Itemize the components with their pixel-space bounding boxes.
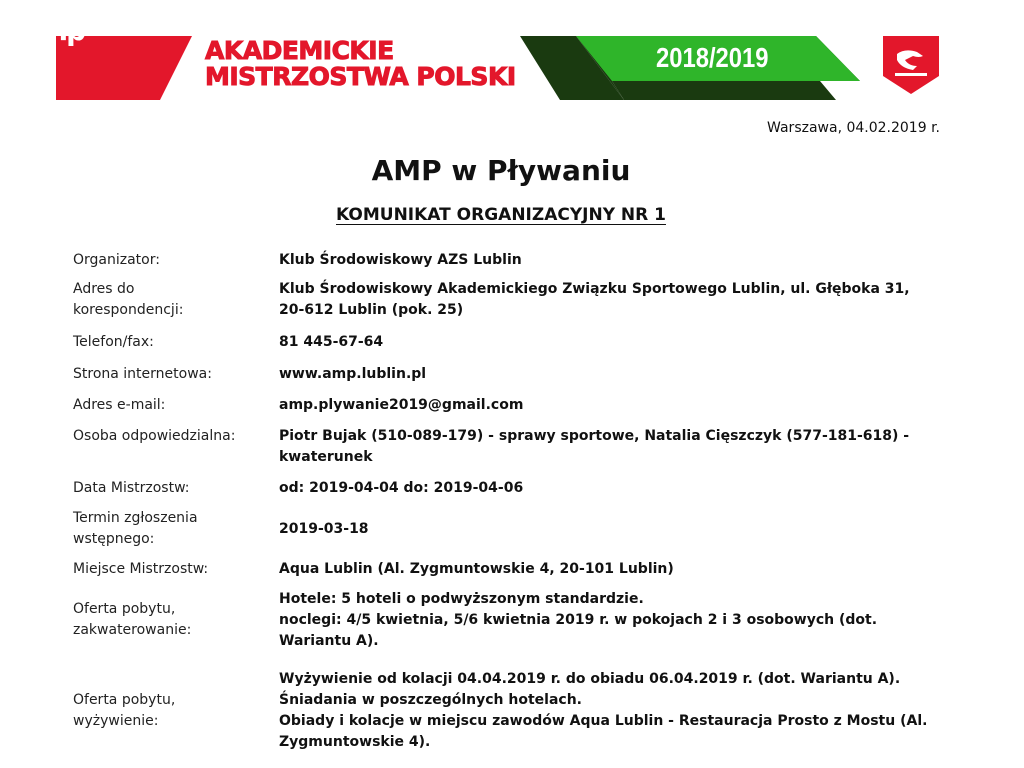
row-accommodation xyxy=(73,584,933,656)
row-value: Klub Środowiskowy AZS Lublin xyxy=(279,251,522,268)
row-responsible-person xyxy=(73,420,933,472)
swimmer-shield-icon xyxy=(883,36,939,94)
row-registration-deadline xyxy=(73,504,933,554)
amp-logo: amp xyxy=(22,14,85,47)
row-venue xyxy=(73,554,933,584)
header-banner xyxy=(0,0,1024,110)
row-value: Piotr Bujak (510-089-179) - sprawy sportowe, Natalia Cięszczyk (577-181-618) - kwaterunek xyxy=(279,428,910,465)
row-label: Strona internetowa: xyxy=(73,365,212,382)
row-label: Data Mistrzostw: xyxy=(73,479,190,496)
row-organizer xyxy=(73,246,933,274)
row-championship-dates xyxy=(73,472,933,504)
row-value: Wyżywienie od kolacji 04.04.2019 r. do obiadu 06.04.2019 r. (dot. Wariantu A). Śniadania w poszczególnych hotelach. Obiady i kolacje w miejscu zawodów Aqua Lublin - Restauracja Prosto z Mostu (Al. Zygmuntowskie 4). xyxy=(279,671,928,750)
info-table xyxy=(73,246,933,766)
row-value[interactable] xyxy=(279,364,933,385)
email-link: amp.plywanie2019@gmail.com xyxy=(279,396,524,413)
row-label: Adres do korespondencji: xyxy=(73,281,184,318)
row-phone xyxy=(73,326,933,358)
place-date: Warszawa, 04.02.2019 r. xyxy=(767,120,940,136)
website-link: www.amp.lublin.pl xyxy=(279,365,427,382)
season-label: 2018/2019 xyxy=(656,42,769,73)
row-value: Hotele: 5 hoteli o podwyższonym standardzie. noclegi: 4/5 kwietnia, 5/6 kwietnia 2019 r. w pokojach 2 i 3 osobowych (dot. Wariantu A). xyxy=(279,590,878,649)
row-correspondence-address xyxy=(73,274,933,326)
row-label: Oferta pobytu, wyżywienie: xyxy=(73,692,176,729)
row-label: Termin zgłoszenia wstępnego: xyxy=(73,510,198,547)
row-label: Miejsce Mistrzostw: xyxy=(73,560,209,577)
row-value: 2019-03-18 xyxy=(279,520,369,537)
row-label: Organizator: xyxy=(73,251,160,268)
row-label: Telefon/fax: xyxy=(73,333,154,350)
row-value[interactable] xyxy=(279,395,933,416)
row-label: Osoba odpowiedzialna: xyxy=(73,428,236,444)
row-label: Adres e-mail: xyxy=(73,396,166,413)
page-title: AMP w Pływaniu xyxy=(371,154,631,187)
event-series-title xyxy=(205,38,516,90)
row-value: od: 2019-04-04 do: 2019-04-06 xyxy=(279,479,524,496)
row-label: Oferta pobytu, zakwaterowanie: xyxy=(73,601,192,638)
row-catering xyxy=(73,656,933,766)
row-website xyxy=(73,358,933,390)
row-value: Aqua Lublin (Al. Zygmuntowskie 4, 20-101 Lublin) xyxy=(279,560,674,577)
row-email xyxy=(73,390,933,420)
document-subtitle: KOMUNIKAT ORGANIZACYJNY NR 1 xyxy=(336,205,666,225)
row-value: Klub Środowiskowy Akademickiego Związku Sportowego Lublin, ul. Głęboka 31, 20-612 Lublin (pok. 25) xyxy=(279,281,910,318)
event-series-line1: AKADEMICKIE xyxy=(205,36,394,65)
row-value: 81 445-67-64 xyxy=(279,333,384,350)
event-series-line2: MISTRZOSTWA POLSKI xyxy=(205,62,516,91)
